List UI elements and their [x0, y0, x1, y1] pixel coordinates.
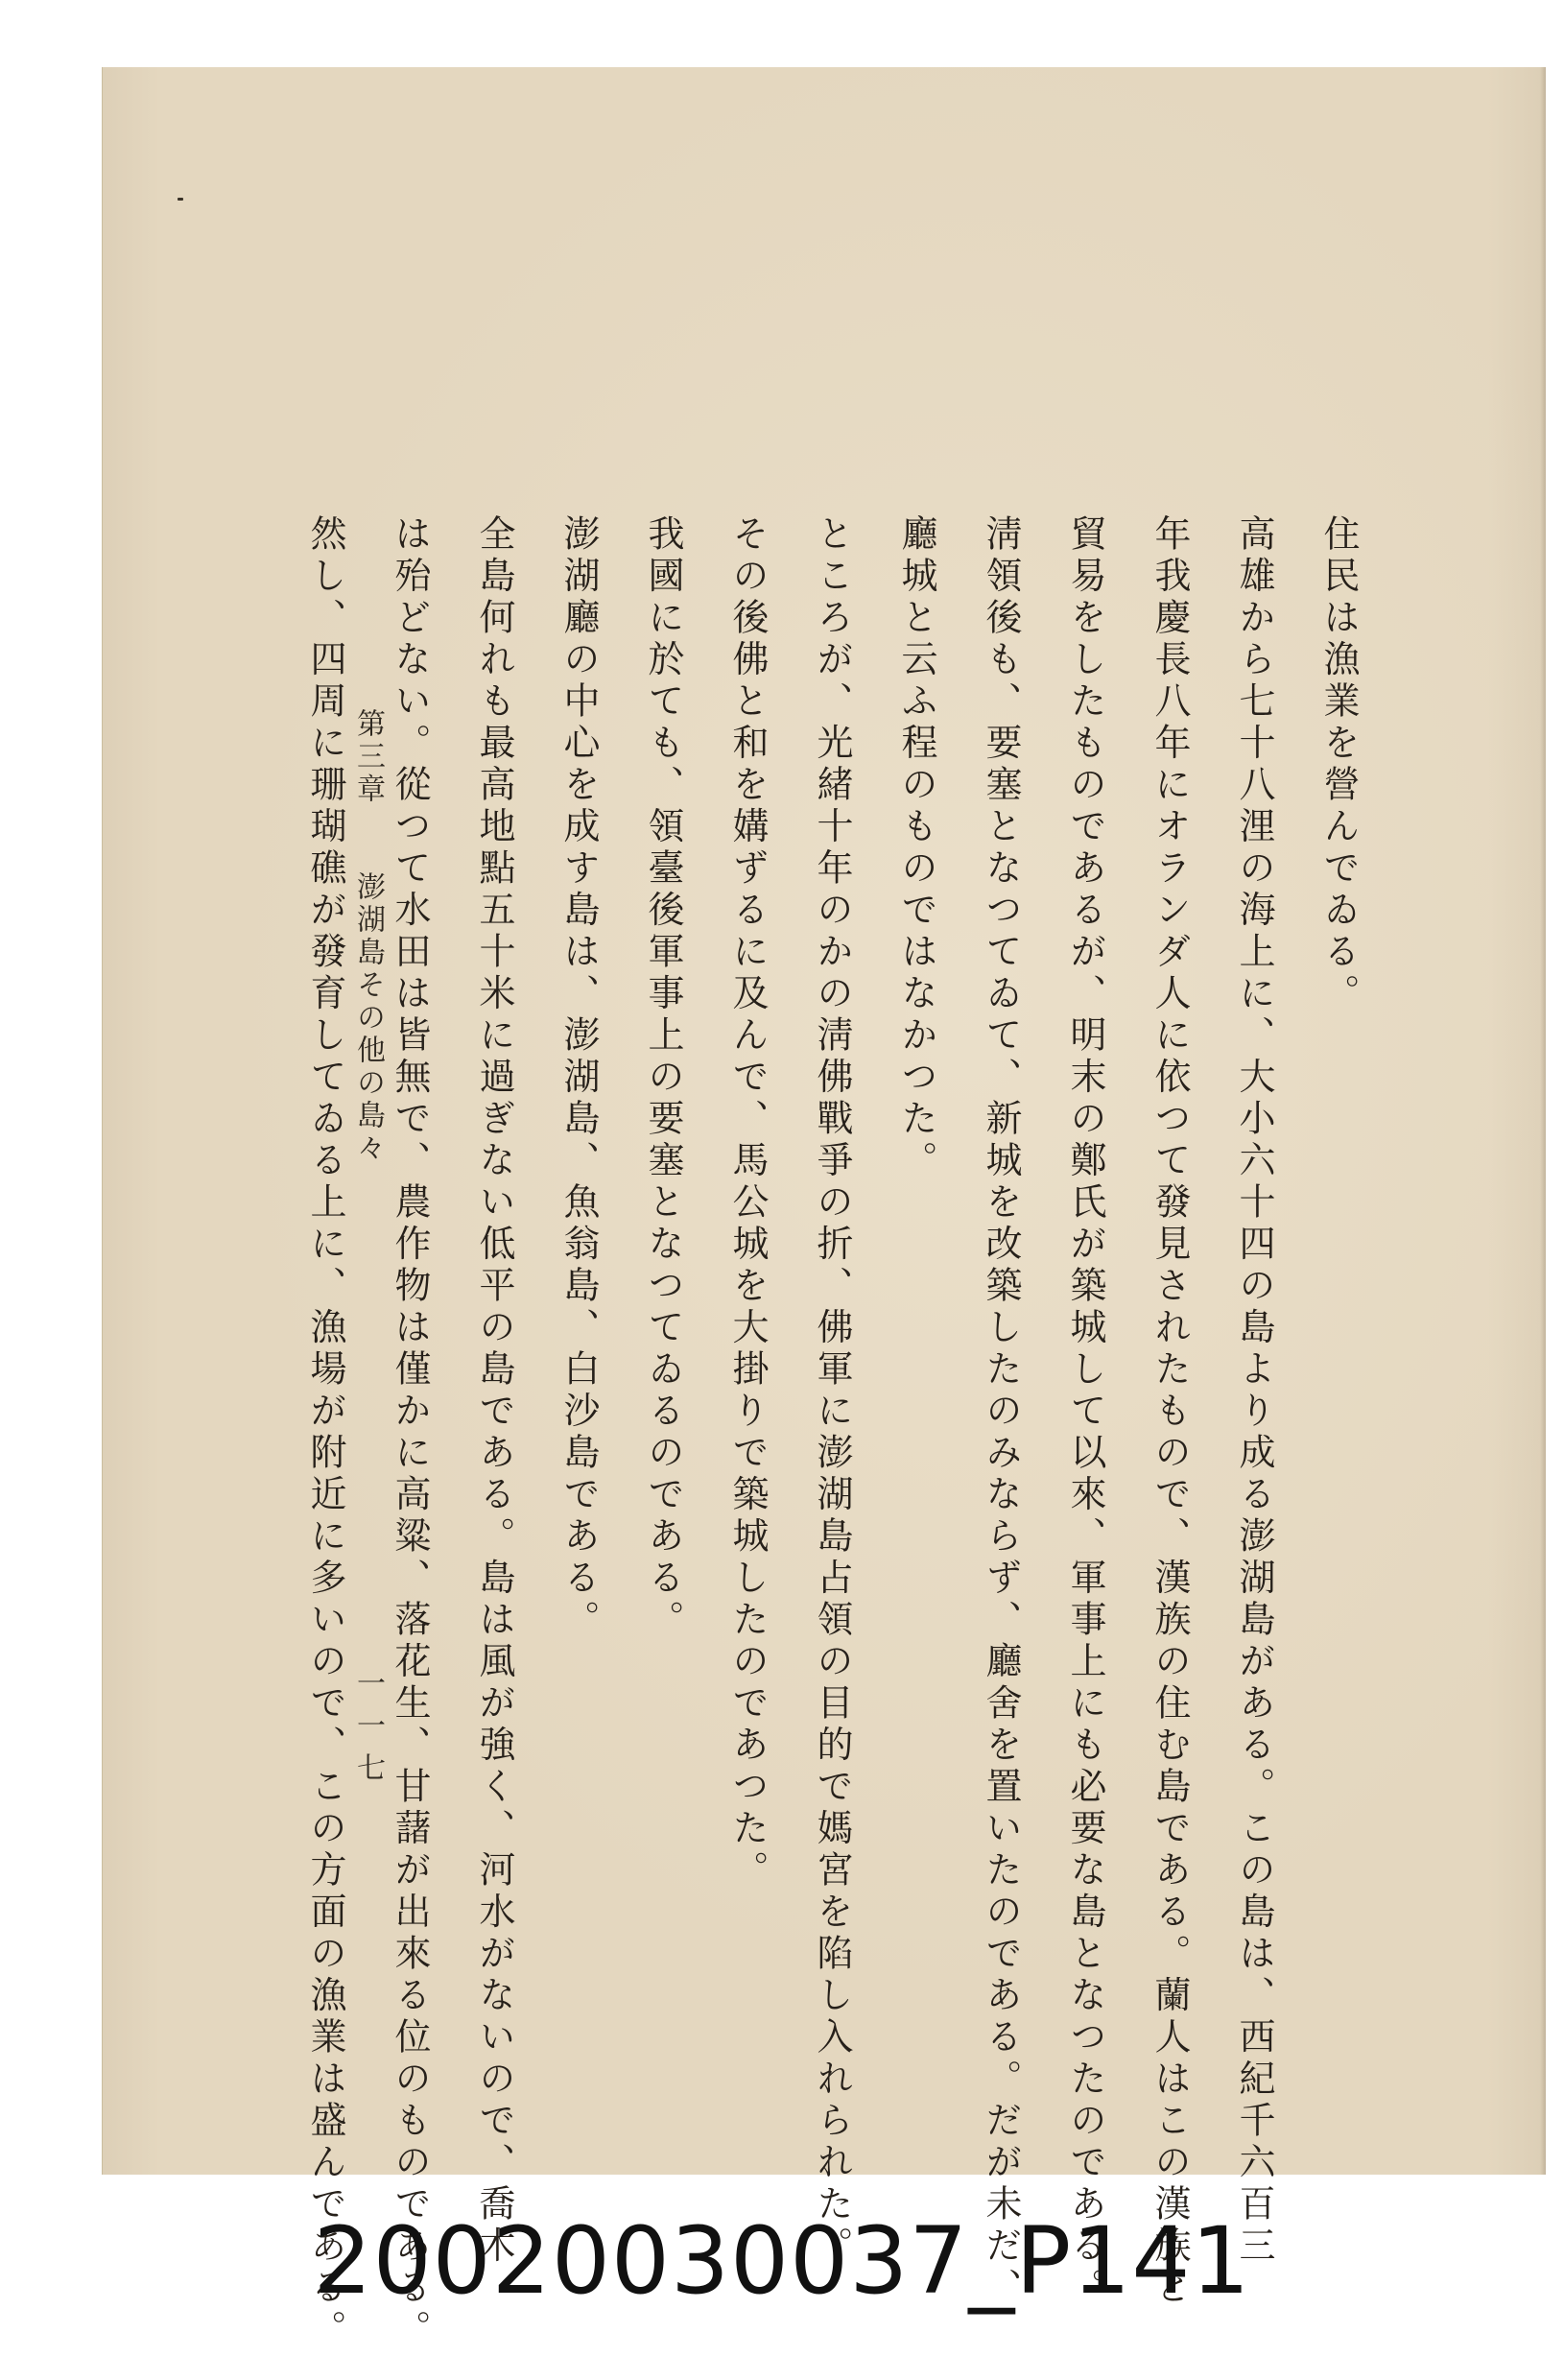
page-edge-shadow: [1540, 67, 1546, 2175]
text-column-12: は殆どない。從つて水田は皆無で、農作物は僅かに高粱、落花生、甘藷が出來る位のものである。: [389, 514, 431, 2351]
text-column-3: 年我慶長八年にオランダ人に依つて發見されたもので、漢族の住む島である。蘭人はこの漢族と: [1149, 514, 1191, 2310]
chapter-label: 第三章: [351, 708, 385, 806]
page-number: 一一七: [351, 1668, 385, 1795]
text-column-13: 然し、四周に珊瑚礁が發育してゐる上に、漁場が附近に多いので、この方面の漁業は盛んである。: [304, 514, 346, 2351]
chapter-title: 澎湖島その他の島々: [351, 871, 385, 1165]
text-column-2: 高雄から七十八浬の海上に、大小六十四の島より成る澎湖島がある。この島は、西紀千六百三: [1233, 514, 1275, 2268]
image-caption: 20020030037_P141: [313, 2207, 1251, 2315]
text-column-10: 澎湖廳の中心を成す島は、澎湖島、魚翁島、白沙島である。: [557, 514, 600, 1642]
text-column-4: 貿易をしたものであるが、明末の鄭氏が築城して以來、軍事上にも必要な島となつたのである。: [1064, 514, 1106, 2310]
text-column-11: 全島何れも最高地點五十米に過ぎない低平の島である。島は風が強く、河水がないので、喬木: [473, 514, 515, 2268]
margin-mark: [178, 198, 183, 201]
text-column-8: その後佛と和を媾ずるに及んで、馬公城を大掛りで築城したのであつた。: [726, 514, 769, 1892]
text-column-6: 廳城と云ふ程のものではなかつた。: [895, 514, 937, 1182]
text-column-1: 住民は漁業を營んでゐる。: [1317, 514, 1360, 1015]
page-footer: [346, 708, 385, 1860]
text-column-7: ところが、光緒十年のかの淸佛戰爭の折、佛軍に澎湖島占領の目的で媽宮を陷し入れられた。: [811, 514, 853, 2268]
text-column-5: 淸領後も、要塞となつてゐて、新城を改築したのみならず、廳舍を置いたのである。だが未だ、: [980, 514, 1022, 2310]
text-column-9: 我國に於ても、領臺後軍事上の要塞となつてゐるのである。: [642, 514, 684, 1642]
